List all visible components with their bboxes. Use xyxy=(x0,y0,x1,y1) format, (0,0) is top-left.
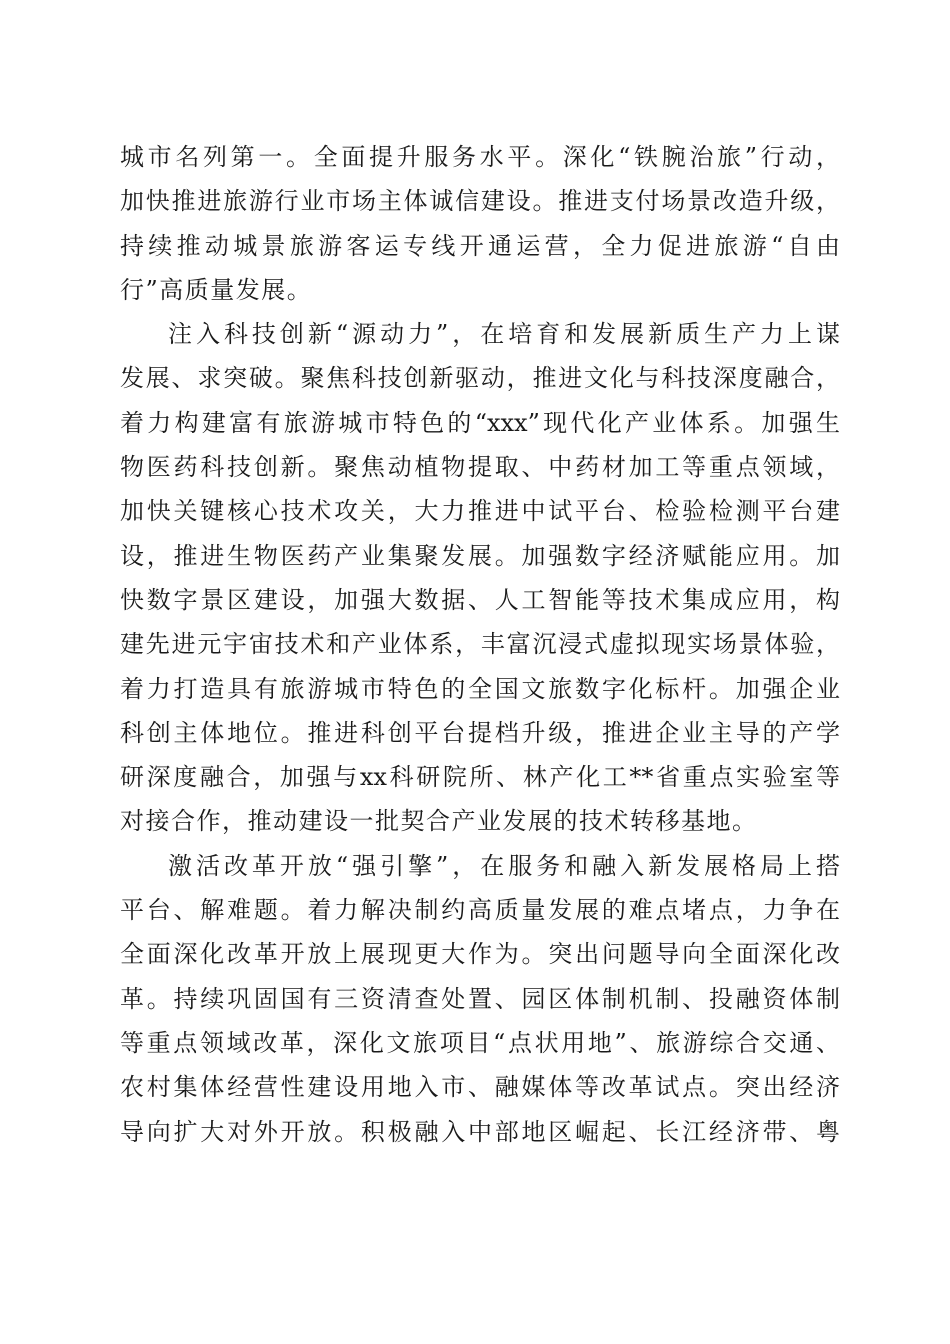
paragraph-3-line-5: 等重点领域改革，深化文旅项目“点状用地”、旅游综合交通、 xyxy=(120,1028,840,1057)
paragraph-3-line-6: 农村集体经营性建设用地入市、融媒体等改革试点。突出经济 xyxy=(120,1073,840,1102)
paragraph-2-line-8: 建先进元宇宙技术和产业体系，丰富沉浸式虚拟现实场景体验， xyxy=(120,630,840,659)
paragraph-1-line-3: 持续推动城景旅游客运专线开通运营，全力促进旅游“自由 xyxy=(120,231,840,260)
paragraph-3-line-4: 革。持续巩固国有三资清查处置、园区体制机制、投融资体制 xyxy=(120,984,840,1013)
paragraph-2-line-10: 科创主体地位。推进科创平台提档升级，推进企业主导的产学 xyxy=(120,718,840,747)
paragraph-1-line-2: 加快推进旅游行业市场主体诚信建设。推进支付场景改造升级， xyxy=(120,187,840,216)
paragraph-2-line-2: 发展、求突破。聚焦科技创新驱动，推进文化与科技深度融合， xyxy=(120,364,840,393)
paragraph-1-line-1: 城市名列第一。全面提升服务水平。深化“铁腕治旅”行动， xyxy=(120,143,840,171)
paragraph-3-line-2: 平台、解难题。着力解决制约高质量发展的难点堵点，力争在 xyxy=(120,896,840,925)
paragraph-3-line-1: 激活改革开放“强引擎”，在服务和融入新发展格局上搭 xyxy=(168,851,840,880)
paragraph-3-line-7: 导向扩大对外开放。积极融入中部地区崛起、长江经济带、粤 xyxy=(120,1117,840,1146)
paragraph-2-line-11: 研深度融合，加强与xx科研院所、林产化工**省重点实验室等 xyxy=(120,763,840,792)
paragraph-2-line-1: 注入科技创新“源动力”，在培育和发展新质生产力上谋 xyxy=(168,320,840,349)
paragraph-2-line-6: 设，推进生物医药产业集聚发展。加强数字经济赋能应用。加 xyxy=(120,541,840,570)
paragraph-2-line-5: 加快关键核心技术攻关，大力推进中试平台、检验检测平台建 xyxy=(120,497,840,526)
paragraph-2-line-3: 着力构建富有旅游城市特色的“xxx”现代化产业体系。加强生 xyxy=(120,408,840,437)
paragraph-2-line-7: 快数字景区建设，加强大数据、人工智能等技术集成应用，构 xyxy=(120,585,840,614)
document-body xyxy=(120,135,840,1154)
paragraph-2-line-4: 物医药科技创新。聚焦动植物提取、中药材加工等重点领域， xyxy=(120,453,840,482)
paragraph-2-line-12: 对接合作，推动建设一批契合产业发展的技术转移基地。 xyxy=(120,807,758,836)
paragraph-3-line-3: 全面深化改革开放上展现更大作为。突出问题导向全面深化改 xyxy=(120,940,840,969)
paragraph-1-line-4: 行”高质量发展。 xyxy=(120,275,313,304)
paragraph-2-line-9: 着力打造具有旅游城市特色的全国文旅数字化标杆。加强企业 xyxy=(120,674,840,703)
